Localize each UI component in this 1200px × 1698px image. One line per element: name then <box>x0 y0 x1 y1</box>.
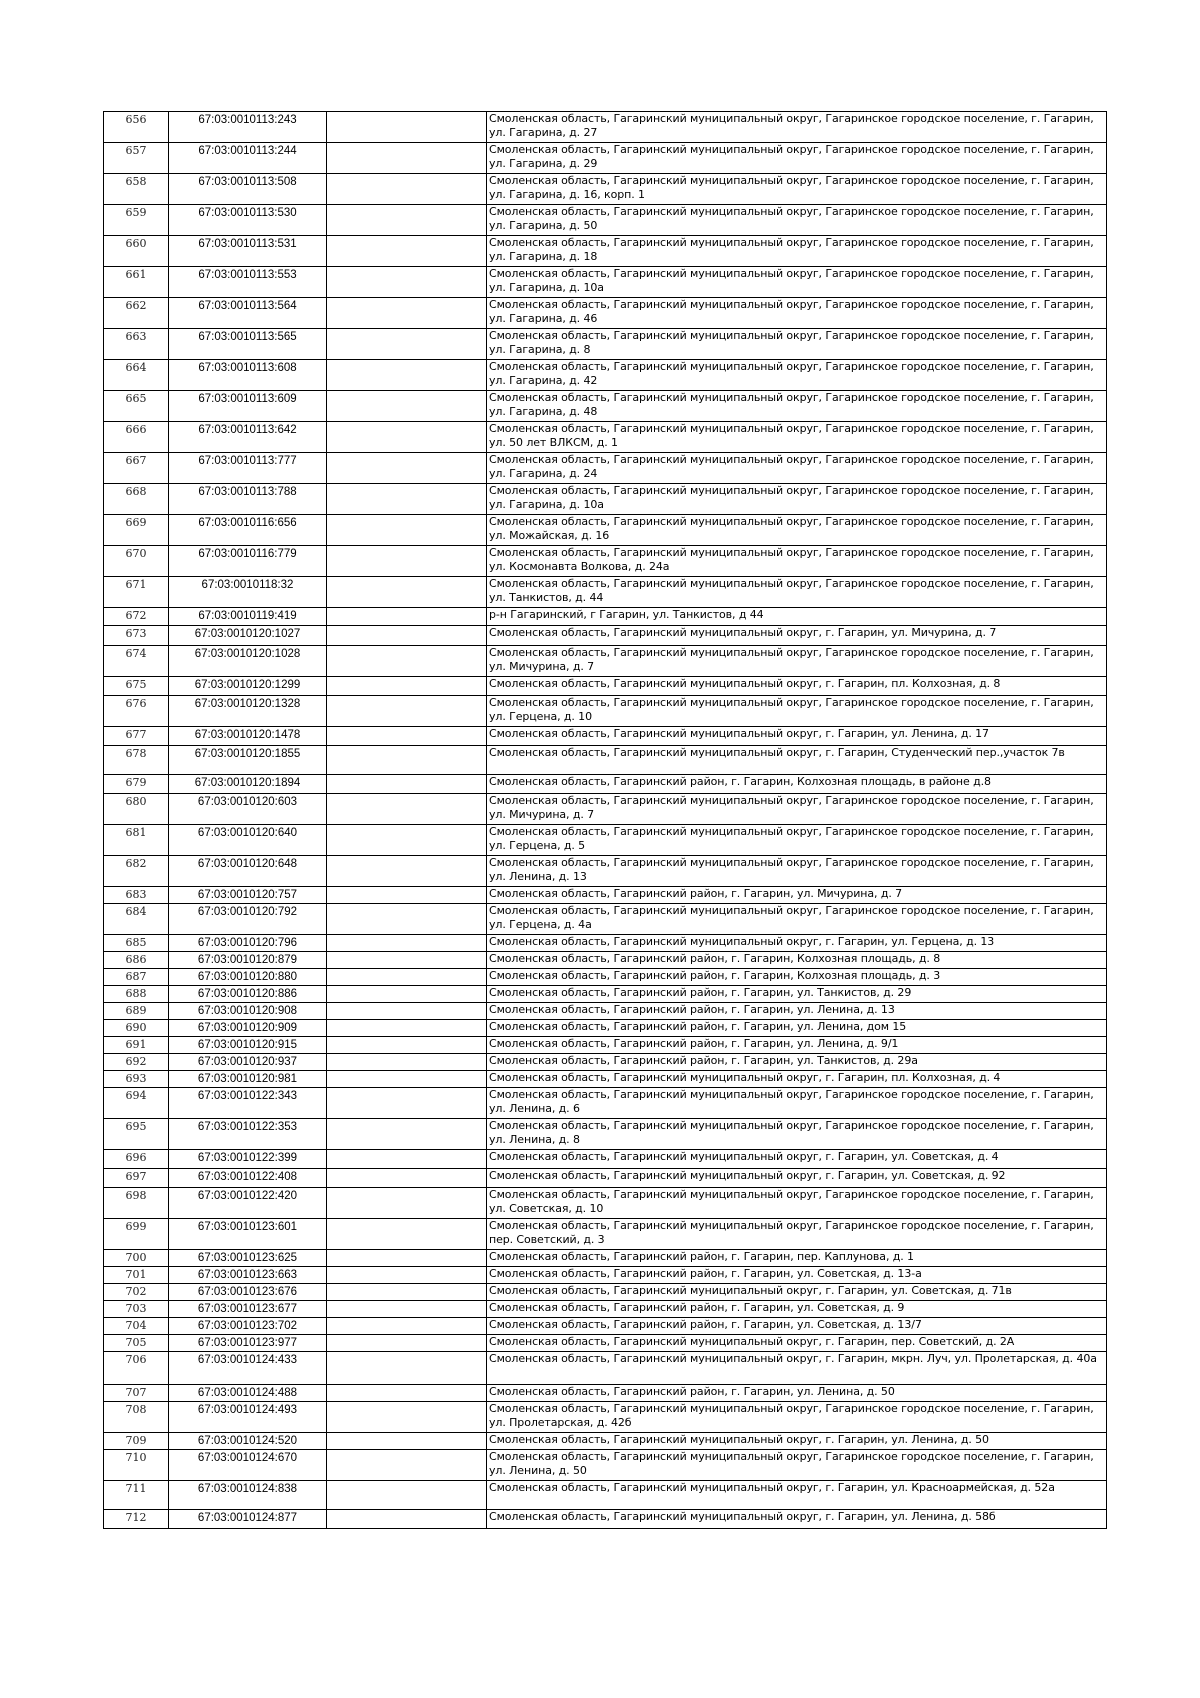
cadastral-number: 67:03:0010113:244 <box>169 143 327 174</box>
address: Смоленская область, Гагаринский муниципальный округ, г. Гагарин, мкрн. Луч, ул. Пролетарская, д. 40а <box>487 1352 1107 1385</box>
row-number: 677 <box>104 727 169 746</box>
table-row <box>104 856 1107 887</box>
empty-cell <box>327 952 487 969</box>
table-body <box>104 112 1107 1529</box>
address: Смоленская область, Гагаринский муниципальный округ, Гагаринское городское поселение, г. Гагарин, ул. Мичурина, д. 7 <box>487 646 1107 677</box>
cadastral-number: 67:03:0010120:1478 <box>169 727 327 746</box>
empty-cell <box>327 1150 487 1169</box>
address: Смоленская область, Гагаринский район, г. Гагарин, ул. Танкистов, д. 29а <box>487 1054 1107 1071</box>
table-row <box>104 236 1107 267</box>
cadastral-number: 67:03:0010120:757 <box>169 887 327 904</box>
row-number: 659 <box>104 205 169 236</box>
row-number: 702 <box>104 1284 169 1301</box>
empty-cell <box>327 887 487 904</box>
address: Смоленская область, Гагаринский муниципальный округ, г. Гагарин, ул. Советская, д. 71в <box>487 1284 1107 1301</box>
table-row <box>104 1267 1107 1284</box>
empty-cell <box>327 1219 487 1250</box>
address: р-н Гагаринский, г Гагарин, ул. Танкистов, д 44 <box>487 608 1107 626</box>
row-number: 685 <box>104 935 169 952</box>
cadastral-number: 67:03:0010113:608 <box>169 360 327 391</box>
empty-cell <box>327 453 487 484</box>
row-number: 676 <box>104 696 169 727</box>
cadastral-number: 67:03:0010120:981 <box>169 1071 327 1088</box>
row-number: 710 <box>104 1450 169 1481</box>
table-row <box>104 422 1107 453</box>
table-row <box>104 112 1107 143</box>
table-row <box>104 1318 1107 1335</box>
table-row <box>104 887 1107 904</box>
address: Смоленская область, Гагаринский район, г. Гагарин, ул. Танкистов, д. 29 <box>487 986 1107 1003</box>
empty-cell <box>327 205 487 236</box>
empty-cell <box>327 1119 487 1150</box>
cadastral-number: 67:03:0010113:508 <box>169 174 327 205</box>
address: Смоленская область, Гагаринский муниципальный округ, Гагаринское городское поселение, г. Гагарин, ул. Ленина, д. 6 <box>487 1088 1107 1119</box>
empty-cell <box>327 1301 487 1318</box>
empty-cell <box>327 267 487 298</box>
address: Смоленская область, Гагаринский муниципальный округ, г. Гагарин, Студенческий пер.,участок 7в <box>487 746 1107 775</box>
row-number: 670 <box>104 546 169 577</box>
empty-cell <box>327 298 487 329</box>
cadastral-number: 67:03:0010120:1028 <box>169 646 327 677</box>
empty-cell <box>327 1335 487 1352</box>
empty-cell <box>327 696 487 727</box>
row-number: 689 <box>104 1003 169 1020</box>
empty-cell <box>327 174 487 205</box>
cadastral-number: 67:03:0010116:779 <box>169 546 327 577</box>
table-row <box>104 1510 1107 1529</box>
table-row <box>104 608 1107 626</box>
row-number: 661 <box>104 267 169 298</box>
table-row <box>104 205 1107 236</box>
row-number: 681 <box>104 825 169 856</box>
cadastral-number: 67:03:0010120:1328 <box>169 696 327 727</box>
table-row <box>104 775 1107 794</box>
cadastral-number: 67:03:0010122:408 <box>169 1169 327 1188</box>
table-row <box>104 986 1107 1003</box>
row-number: 688 <box>104 986 169 1003</box>
cadastral-number: 67:03:0010113:642 <box>169 422 327 453</box>
cadastral-number: 67:03:0010120:792 <box>169 904 327 935</box>
empty-cell <box>327 1071 487 1088</box>
address: Смоленская область, Гагаринский муниципальный округ, Гагаринское городское поселение, г. Гагарин, ул. Гагарина, д. 18 <box>487 236 1107 267</box>
cadastral-number: 67:03:0010120:908 <box>169 1003 327 1020</box>
empty-cell <box>327 1284 487 1301</box>
table-row <box>104 1450 1107 1481</box>
row-number: 663 <box>104 329 169 360</box>
row-number: 682 <box>104 856 169 887</box>
row-number: 700 <box>104 1250 169 1267</box>
table-row <box>104 1020 1107 1037</box>
empty-cell <box>327 1250 487 1267</box>
cadastral-number: 67:03:0010123:625 <box>169 1250 327 1267</box>
row-number: 693 <box>104 1071 169 1088</box>
table-row <box>104 794 1107 825</box>
cadastral-number: 67:03:0010124:488 <box>169 1385 327 1402</box>
row-number: 680 <box>104 794 169 825</box>
cadastral-number: 67:03:0010120:937 <box>169 1054 327 1071</box>
table-row <box>104 484 1107 515</box>
cadastral-number: 67:03:0010120:915 <box>169 1037 327 1054</box>
table-row <box>104 267 1107 298</box>
table-row <box>104 360 1107 391</box>
address: Смоленская область, Гагаринский муниципальный округ, Гагаринское городское поселение, г. Гагарин, ул. Гагарина, д. 27 <box>487 112 1107 143</box>
row-number: 703 <box>104 1301 169 1318</box>
cadastral-number: 67:03:0010124:670 <box>169 1450 327 1481</box>
cadastral-number: 67:03:0010124:520 <box>169 1433 327 1450</box>
cadastral-table <box>103 111 1107 1529</box>
cadastral-number: 67:03:0010120:1894 <box>169 775 327 794</box>
row-number: 708 <box>104 1402 169 1433</box>
table-row <box>104 626 1107 646</box>
cadastral-number: 67:03:0010124:493 <box>169 1402 327 1433</box>
cadastral-number: 67:03:0010113:531 <box>169 236 327 267</box>
address: Смоленская область, Гагаринский муниципальный округ, г. Гагарин, пл. Колхозная, д. 4 <box>487 1071 1107 1088</box>
address: Смоленская область, Гагаринский муниципальный округ, Гагаринское городское поселение, г. Гагарин, ул. Космонавта Волкова, д. 24а <box>487 546 1107 577</box>
cadastral-number: 67:03:0010120:603 <box>169 794 327 825</box>
address: Смоленская область, Гагаринский муниципальный округ, Гагаринское городское поселение, г. Гагарин, ул. Герцена, д. 5 <box>487 825 1107 856</box>
cadastral-number: 67:03:0010120:909 <box>169 1020 327 1037</box>
row-number: 686 <box>104 952 169 969</box>
table-row <box>104 1054 1107 1071</box>
table-row <box>104 298 1107 329</box>
address: Смоленская область, Гагаринский муниципальный округ, Гагаринское городское поселение, г. Гагарин, ул. Гагарина, д. 10а <box>487 267 1107 298</box>
address: Смоленская область, Гагаринский муниципальный округ, Гагаринское городское поселение, г. Гагарин, ул. Можайская, д. 16 <box>487 515 1107 546</box>
address: Смоленская область, Гагаринский район, г. Гагарин, Колхозная площадь, в районе д.8 <box>487 775 1107 794</box>
empty-cell <box>327 1088 487 1119</box>
table-row <box>104 391 1107 422</box>
table-row <box>104 1150 1107 1169</box>
row-number: 666 <box>104 422 169 453</box>
empty-cell <box>327 515 487 546</box>
address: Смоленская область, Гагаринский муниципальный округ, Гагаринское городское поселение, г. Гагарин, ул. Гагарина, д. 50 <box>487 205 1107 236</box>
table-row <box>104 1219 1107 1250</box>
address: Смоленская область, Гагаринский муниципальный округ, Гагаринское городское поселение, г. Гагарин, ул. Ленина, д. 8 <box>487 1119 1107 1150</box>
cadastral-number: 67:03:0010113:788 <box>169 484 327 515</box>
address: Смоленская область, Гагаринский муниципальный округ, Гагаринское городское поселение, г. Гагарин, ул. Танкистов, д. 44 <box>487 577 1107 608</box>
empty-cell <box>327 1481 487 1510</box>
row-number: 684 <box>104 904 169 935</box>
cadastral-number: 67:03:0010116:656 <box>169 515 327 546</box>
address: Смоленская область, Гагаринский район, г. Гагарин, ул. Советская, д. 9 <box>487 1301 1107 1318</box>
address: Смоленская область, Гагаринский муниципальный округ, Гагаринское городское поселение, г. Гагарин, ул. Советская, д. 10 <box>487 1188 1107 1219</box>
address: Смоленская область, Гагаринский муниципальный округ, г. Гагарин, ул. Советская, д. 4 <box>487 1150 1107 1169</box>
address: Смоленская область, Гагаринский муниципальный округ, Гагаринское городское поселение, г. Гагарин, ул. Гагарина, д. 24 <box>487 453 1107 484</box>
row-number: 662 <box>104 298 169 329</box>
cadastral-number: 67:03:0010122:353 <box>169 1119 327 1150</box>
row-number: 683 <box>104 887 169 904</box>
address: Смоленская область, Гагаринский муниципальный округ, г. Гагарин, ул. Ленина, д. 50 <box>487 1433 1107 1450</box>
address: Смоленская область, Гагаринский муниципальный округ, Гагаринское городское поселение, г. Гагарин, ул. Гагарина, д. 48 <box>487 391 1107 422</box>
table-row <box>104 935 1107 952</box>
empty-cell <box>327 422 487 453</box>
cadastral-number: 67:03:0010120:640 <box>169 825 327 856</box>
empty-cell <box>327 825 487 856</box>
table-row <box>104 1335 1107 1352</box>
address: Смоленская область, Гагаринский муниципальный округ, Гагаринское городское поселение, г. Гагарин, ул. Гагарина, д. 8 <box>487 329 1107 360</box>
row-number: 694 <box>104 1088 169 1119</box>
cadastral-number: 67:03:0010113:243 <box>169 112 327 143</box>
cadastral-number: 67:03:0010122:420 <box>169 1188 327 1219</box>
cadastral-number: 67:03:0010123:676 <box>169 1284 327 1301</box>
table-row <box>104 1003 1107 1020</box>
empty-cell <box>327 626 487 646</box>
address: Смоленская область, Гагаринский муниципальный округ, Гагаринское городское поселение, г. Гагарин, ул. Пролетарская, д. 42б <box>487 1402 1107 1433</box>
address: Смоленская область, Гагаринский муниципальный округ, Гагаринское городское поселение, г. Гагарин, ул. Гагарина, д. 10а <box>487 484 1107 515</box>
empty-cell <box>327 794 487 825</box>
address: Смоленская область, Гагаринский муниципальный округ, Гагаринское городское поселение, г. Гагарин, ул. Мичурина, д. 7 <box>487 794 1107 825</box>
table-row <box>104 1071 1107 1088</box>
empty-cell <box>327 1385 487 1402</box>
empty-cell <box>327 904 487 935</box>
address: Смоленская область, Гагаринский муниципальный округ, Гагаринское городское поселение, г. Гагарин, ул. Гагарина, д. 46 <box>487 298 1107 329</box>
row-number: 711 <box>104 1481 169 1510</box>
address: Смоленская область, Гагаринский муниципальный округ, г. Гагарин, ул. Мичурина, д. 7 <box>487 626 1107 646</box>
row-number: 673 <box>104 626 169 646</box>
cadastral-number: 67:03:0010123:663 <box>169 1267 327 1284</box>
table-row <box>104 1119 1107 1150</box>
empty-cell <box>327 608 487 626</box>
row-number: 687 <box>104 969 169 986</box>
table-row <box>104 577 1107 608</box>
table-row <box>104 746 1107 775</box>
empty-cell <box>327 986 487 1003</box>
cadastral-number: 67:03:0010120:1027 <box>169 626 327 646</box>
address: Смоленская область, Гагаринский район, г. Гагарин, ул. Ленина, д. 9/1 <box>487 1037 1107 1054</box>
address: Смоленская область, Гагаринский муниципальный округ, Гагаринское городское поселение, г. Гагарин, ул. Ленина, д. 50 <box>487 1450 1107 1481</box>
cadastral-number: 67:03:0010119:419 <box>169 608 327 626</box>
address: Смоленская область, Гагаринский муниципальный округ, Гагаринское городское поселение, г. Гагарин, ул. Герцена, д. 4а <box>487 904 1107 935</box>
table-row <box>104 515 1107 546</box>
row-number: 712 <box>104 1510 169 1529</box>
table-row <box>104 1169 1107 1188</box>
row-number: 656 <box>104 112 169 143</box>
table-row <box>104 1188 1107 1219</box>
empty-cell <box>327 727 487 746</box>
empty-cell <box>327 1188 487 1219</box>
address: Смоленская область, Гагаринский муниципальный округ, г. Гагарин, ул. Герцена, д. 13 <box>487 935 1107 952</box>
table-row <box>104 174 1107 205</box>
address: Смоленская область, Гагаринский муниципальный округ, Гагаринское городское поселение, г. Гагарин, ул. 50 лет ВЛКСМ, д. 1 <box>487 422 1107 453</box>
cadastral-number: 67:03:0010124:433 <box>169 1352 327 1385</box>
address: Смоленская область, Гагаринский район, г. Гагарин, ул. Ленина, дом 15 <box>487 1020 1107 1037</box>
row-number: 697 <box>104 1169 169 1188</box>
row-number: 709 <box>104 1433 169 1450</box>
cadastral-number: 67:03:0010113:565 <box>169 329 327 360</box>
empty-cell <box>327 935 487 952</box>
empty-cell <box>327 1510 487 1529</box>
row-number: 698 <box>104 1188 169 1219</box>
cadastral-number: 67:03:0010120:879 <box>169 952 327 969</box>
table-row <box>104 677 1107 696</box>
address: Смоленская область, Гагаринский муниципальный округ, Гагаринское городское поселение, г. Гагарин, ул. Гагарина, д. 29 <box>487 143 1107 174</box>
address: Смоленская область, Гагаринский муниципальный округ, г. Гагарин, пл. Колхозная, д. 8 <box>487 677 1107 696</box>
empty-cell <box>327 1352 487 1385</box>
address: Смоленская область, Гагаринский муниципальный округ, г. Гагарин, ул. Ленина, д. 58б <box>487 1510 1107 1529</box>
cadastral-number: 67:03:0010113:564 <box>169 298 327 329</box>
address: Смоленская область, Гагаринский муниципальный округ, Гагаринское городское поселение, г. Гагарин, пер. Советский, д. 3 <box>487 1219 1107 1250</box>
address: Смоленская область, Гагаринский район, г. Гагарин, ул. Ленина, д. 13 <box>487 1003 1107 1020</box>
empty-cell <box>327 1003 487 1020</box>
row-number: 701 <box>104 1267 169 1284</box>
address: Смоленская область, Гагаринский район, г. Гагарин, ул. Ленина, д. 50 <box>487 1385 1107 1402</box>
row-number: 706 <box>104 1352 169 1385</box>
table-row <box>104 329 1107 360</box>
row-number: 669 <box>104 515 169 546</box>
table-row <box>104 952 1107 969</box>
empty-cell <box>327 112 487 143</box>
row-number: 672 <box>104 608 169 626</box>
cadastral-number: 67:03:0010113:530 <box>169 205 327 236</box>
table-row <box>104 1433 1107 1450</box>
cadastral-number: 67:03:0010120:1855 <box>169 746 327 775</box>
row-number: 658 <box>104 174 169 205</box>
empty-cell <box>327 391 487 422</box>
cadastral-number: 67:03:0010122:343 <box>169 1088 327 1119</box>
empty-cell <box>327 1450 487 1481</box>
address: Смоленская область, Гагаринский муниципальный округ, г. Гагарин, пер. Советский, д. 2А <box>487 1335 1107 1352</box>
cadastral-number: 67:03:0010120:796 <box>169 935 327 952</box>
cadastral-number: 67:03:0010118:32 <box>169 577 327 608</box>
row-number: 692 <box>104 1054 169 1071</box>
cadastral-number: 67:03:0010123:601 <box>169 1219 327 1250</box>
table-row <box>104 904 1107 935</box>
address: Смоленская область, Гагаринский муниципальный округ, г. Гагарин, ул. Красноармейская, д. 52а <box>487 1481 1107 1510</box>
table-row <box>104 1402 1107 1433</box>
empty-cell <box>327 677 487 696</box>
table-row <box>104 1385 1107 1402</box>
empty-cell <box>327 1318 487 1335</box>
cadastral-number: 67:03:0010124:877 <box>169 1510 327 1529</box>
table-row <box>104 143 1107 174</box>
empty-cell <box>327 1020 487 1037</box>
empty-cell <box>327 546 487 577</box>
cadastral-number: 67:03:0010113:777 <box>169 453 327 484</box>
row-number: 707 <box>104 1385 169 1402</box>
empty-cell <box>327 143 487 174</box>
cadastral-number: 67:03:0010123:702 <box>169 1318 327 1335</box>
address: Смоленская область, Гагаринский район, г. Гагарин, пер. Каплунова, д. 1 <box>487 1250 1107 1267</box>
row-number: 690 <box>104 1020 169 1037</box>
table-row <box>104 546 1107 577</box>
cadastral-number: 67:03:0010120:1299 <box>169 677 327 696</box>
table-row <box>104 969 1107 986</box>
table-row <box>104 696 1107 727</box>
empty-cell <box>327 236 487 267</box>
empty-cell <box>327 1267 487 1284</box>
address: Смоленская область, Гагаринский район, г. Гагарин, ул. Мичурина, д. 7 <box>487 887 1107 904</box>
address: Смоленская область, Гагаринский муниципальный округ, Гагаринское городское поселение, г. Гагарин, ул. Гагарина, д. 16, корп. 1 <box>487 174 1107 205</box>
row-number: 665 <box>104 391 169 422</box>
empty-cell <box>327 1037 487 1054</box>
empty-cell <box>327 646 487 677</box>
empty-cell <box>327 577 487 608</box>
table-row <box>104 1088 1107 1119</box>
address: Смоленская область, Гагаринский район, г. Гагарин, Колхозная площадь, д. 3 <box>487 969 1107 986</box>
table-row <box>104 1352 1107 1385</box>
empty-cell <box>327 969 487 986</box>
row-number: 675 <box>104 677 169 696</box>
row-number: 660 <box>104 236 169 267</box>
cadastral-number: 67:03:0010120:886 <box>169 986 327 1003</box>
cadastral-number: 67:03:0010120:880 <box>169 969 327 986</box>
table-row <box>104 1250 1107 1267</box>
cadastral-number: 67:03:0010122:399 <box>169 1150 327 1169</box>
cadastral-number: 67:03:0010113:553 <box>169 267 327 298</box>
empty-cell <box>327 484 487 515</box>
table-row <box>104 646 1107 677</box>
row-number: 671 <box>104 577 169 608</box>
empty-cell <box>327 1054 487 1071</box>
cadastral-number: 67:03:0010123:677 <box>169 1301 327 1318</box>
empty-cell <box>327 360 487 391</box>
cadastral-number: 67:03:0010120:648 <box>169 856 327 887</box>
address: Смоленская область, Гагаринский муниципальный округ, г. Гагарин, ул. Ленина, д. 17 <box>487 727 1107 746</box>
row-number: 664 <box>104 360 169 391</box>
row-number: 657 <box>104 143 169 174</box>
address: Смоленская область, Гагаринский муниципальный округ, Гагаринское городское поселение, г. Гагарин, ул. Герцена, д. 10 <box>487 696 1107 727</box>
row-number: 679 <box>104 775 169 794</box>
address: Смоленская область, Гагаринский муниципальный округ, Гагаринское городское поселение, г. Гагарин, ул. Ленина, д. 13 <box>487 856 1107 887</box>
row-number: 695 <box>104 1119 169 1150</box>
address: Смоленская область, Гагаринский муниципальный округ, г. Гагарин, ул. Советская, д. 92 <box>487 1169 1107 1188</box>
address: Смоленская область, Гагаринский район, г. Гагарин, Колхозная площадь, д. 8 <box>487 952 1107 969</box>
empty-cell <box>327 746 487 775</box>
table-row <box>104 453 1107 484</box>
address: Смоленская область, Гагаринский район, г. Гагарин, ул. Советская, д. 13/7 <box>487 1318 1107 1335</box>
cadastral-number: 67:03:0010113:609 <box>169 391 327 422</box>
row-number: 678 <box>104 746 169 775</box>
row-number: 691 <box>104 1037 169 1054</box>
table-row <box>104 1301 1107 1318</box>
empty-cell <box>327 775 487 794</box>
row-number: 704 <box>104 1318 169 1335</box>
table-row <box>104 1037 1107 1054</box>
empty-cell <box>327 1433 487 1450</box>
address: Смоленская область, Гагаринский муниципальный округ, Гагаринское городское поселение, г. Гагарин, ул. Гагарина, д. 42 <box>487 360 1107 391</box>
address: Смоленская область, Гагаринский район, г. Гагарин, ул. Советская, д. 13-а <box>487 1267 1107 1284</box>
row-number: 667 <box>104 453 169 484</box>
row-number: 696 <box>104 1150 169 1169</box>
row-number: 699 <box>104 1219 169 1250</box>
table-row <box>104 825 1107 856</box>
cadastral-number: 67:03:0010124:838 <box>169 1481 327 1510</box>
empty-cell <box>327 856 487 887</box>
empty-cell <box>327 1402 487 1433</box>
row-number: 674 <box>104 646 169 677</box>
row-number: 705 <box>104 1335 169 1352</box>
table-row <box>104 1284 1107 1301</box>
empty-cell <box>327 329 487 360</box>
table-row <box>104 727 1107 746</box>
table-row <box>104 1481 1107 1510</box>
row-number: 668 <box>104 484 169 515</box>
cadastral-number: 67:03:0010123:977 <box>169 1335 327 1352</box>
empty-cell <box>327 1169 487 1188</box>
